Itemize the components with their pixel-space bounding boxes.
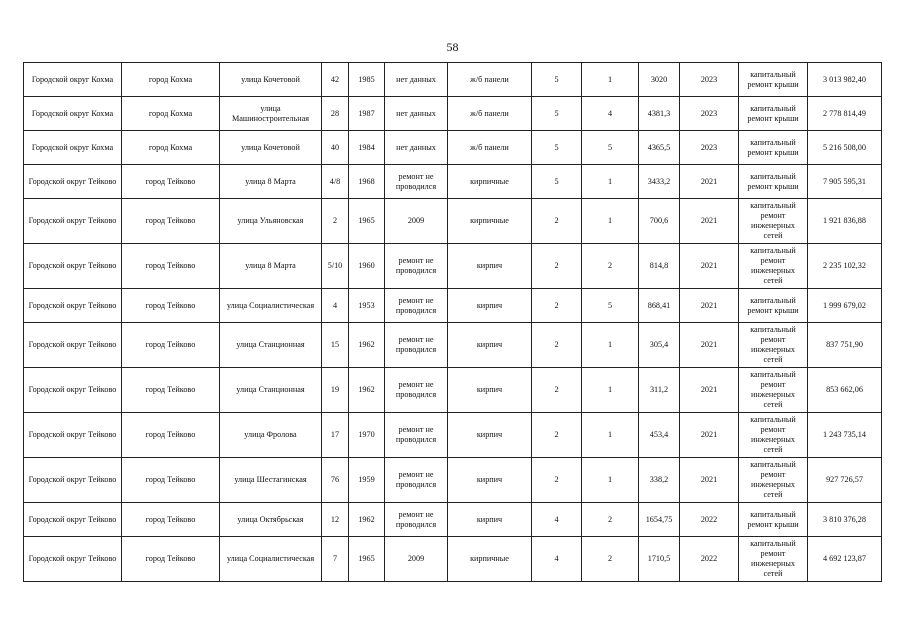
floors-cell: 5 bbox=[532, 97, 582, 131]
plan-year-cell: 2021 bbox=[680, 458, 739, 503]
entrances-cell: 1 bbox=[582, 413, 639, 458]
plan-year-cell: 2021 bbox=[680, 199, 739, 244]
build-year-cell: 1965 bbox=[349, 199, 385, 244]
city-cell: город Тейково bbox=[122, 165, 220, 199]
table-row bbox=[24, 63, 882, 97]
floors-cell: 5 bbox=[532, 165, 582, 199]
work-type-cell: капитальный ремонт крыши bbox=[739, 131, 808, 165]
entrances-cell: 4 bbox=[582, 97, 639, 131]
district-cell: Городской округ Тейково bbox=[24, 323, 122, 368]
work-type-cell: капитальный ремонт инженерных сетей bbox=[739, 368, 808, 413]
plan-year-cell: 2021 bbox=[680, 289, 739, 323]
last-repair-cell: ремонт не проводился bbox=[385, 413, 448, 458]
work-type-cell: капитальный ремонт крыши bbox=[739, 289, 808, 323]
table-row bbox=[24, 289, 882, 323]
wall-material-cell: кирпич bbox=[448, 413, 532, 458]
area-cell: 1654,75 bbox=[639, 503, 680, 537]
entrances-cell: 1 bbox=[582, 63, 639, 97]
city-cell: город Тейково bbox=[122, 289, 220, 323]
build-year-cell: 1960 bbox=[349, 244, 385, 289]
street-cell: улица Станционная bbox=[220, 368, 322, 413]
house-number-cell: 2 bbox=[322, 199, 349, 244]
table-row bbox=[24, 323, 882, 368]
build-year-cell: 1962 bbox=[349, 503, 385, 537]
cost-cell: 3 013 982,40 bbox=[808, 63, 882, 97]
floors-cell: 2 bbox=[532, 199, 582, 244]
entrances-cell: 5 bbox=[582, 131, 639, 165]
area-cell: 338,2 bbox=[639, 458, 680, 503]
floors-cell: 4 bbox=[532, 503, 582, 537]
district-cell: Городской округ Тейково bbox=[24, 244, 122, 289]
work-type-cell: капитальный ремонт инженерных сетей bbox=[739, 413, 808, 458]
house-number-cell: 19 bbox=[322, 368, 349, 413]
wall-material-cell: ж/б панели bbox=[448, 63, 532, 97]
build-year-cell: 1984 bbox=[349, 131, 385, 165]
area-cell: 700,6 bbox=[639, 199, 680, 244]
last-repair-cell: нет данных bbox=[385, 131, 448, 165]
area-cell: 4365,5 bbox=[639, 131, 680, 165]
city-cell: город Тейково bbox=[122, 413, 220, 458]
table-row bbox=[24, 199, 882, 244]
district-cell: Городской округ Тейково bbox=[24, 199, 122, 244]
street-cell: улица Шестагинская bbox=[220, 458, 322, 503]
district-cell: Городской округ Тейково bbox=[24, 458, 122, 503]
last-repair-cell: ремонт не проводился bbox=[385, 165, 448, 199]
entrances-cell: 2 bbox=[582, 503, 639, 537]
last-repair-cell: нет данных bbox=[385, 63, 448, 97]
work-type-cell: капитальный ремонт инженерных сетей bbox=[739, 458, 808, 503]
street-cell: улица 8 Марта bbox=[220, 244, 322, 289]
entrances-cell: 1 bbox=[582, 458, 639, 503]
table-row bbox=[24, 537, 882, 582]
house-number-cell: 28 bbox=[322, 97, 349, 131]
plan-year-cell: 2022 bbox=[680, 503, 739, 537]
floors-cell: 2 bbox=[532, 368, 582, 413]
district-cell: Городской округ Тейково bbox=[24, 537, 122, 582]
district-cell: Городской округ Тейково bbox=[24, 165, 122, 199]
house-number-cell: 15 bbox=[322, 323, 349, 368]
area-cell: 4381,3 bbox=[639, 97, 680, 131]
last-repair-cell: ремонт не проводился bbox=[385, 368, 448, 413]
last-repair-cell: 2009 bbox=[385, 537, 448, 582]
floors-cell: 2 bbox=[532, 323, 582, 368]
build-year-cell: 1968 bbox=[349, 165, 385, 199]
cost-cell: 3 810 376,28 bbox=[808, 503, 882, 537]
street-cell: улица Кочетовой bbox=[220, 131, 322, 165]
city-cell: город Тейково bbox=[122, 368, 220, 413]
table-row bbox=[24, 165, 882, 199]
last-repair-cell: ремонт не проводился bbox=[385, 323, 448, 368]
city-cell: город Кохма bbox=[122, 63, 220, 97]
wall-material-cell: кирпич bbox=[448, 323, 532, 368]
floors-cell: 2 bbox=[532, 458, 582, 503]
street-cell: улица Машиностроительная bbox=[220, 97, 322, 131]
floors-cell: 2 bbox=[532, 289, 582, 323]
street-cell: улица Фролова bbox=[220, 413, 322, 458]
entrances-cell: 2 bbox=[582, 537, 639, 582]
table-row bbox=[24, 97, 882, 131]
cost-cell: 1 999 679,02 bbox=[808, 289, 882, 323]
entrances-cell: 1 bbox=[582, 323, 639, 368]
house-number-cell: 4 bbox=[322, 289, 349, 323]
table-row bbox=[24, 413, 882, 458]
wall-material-cell: кирпичные bbox=[448, 199, 532, 244]
cost-cell: 837 751,90 bbox=[808, 323, 882, 368]
build-year-cell: 1985 bbox=[349, 63, 385, 97]
street-cell: улица Станционная bbox=[220, 323, 322, 368]
last-repair-cell: ремонт не проводился bbox=[385, 458, 448, 503]
floors-cell: 2 bbox=[532, 413, 582, 458]
wall-material-cell: кирпич bbox=[448, 244, 532, 289]
table-row bbox=[24, 503, 882, 537]
plan-year-cell: 2021 bbox=[680, 244, 739, 289]
build-year-cell: 1987 bbox=[349, 97, 385, 131]
house-number-cell: 42 bbox=[322, 63, 349, 97]
city-cell: город Тейково bbox=[122, 458, 220, 503]
area-cell: 453,4 bbox=[639, 413, 680, 458]
work-type-cell: капитальный ремонт крыши bbox=[739, 503, 808, 537]
cost-cell: 7 905 595,31 bbox=[808, 165, 882, 199]
city-cell: город Тейково bbox=[122, 244, 220, 289]
wall-material-cell: кирпичные bbox=[448, 537, 532, 582]
district-cell: Городской округ Тейково bbox=[24, 289, 122, 323]
street-cell: улица 8 Марта bbox=[220, 165, 322, 199]
floors-cell: 5 bbox=[532, 131, 582, 165]
wall-material-cell: ж/б панели bbox=[448, 131, 532, 165]
house-number-cell: 4/8 bbox=[322, 165, 349, 199]
district-cell: Городской округ Кохма bbox=[24, 97, 122, 131]
build-year-cell: 1962 bbox=[349, 368, 385, 413]
street-cell: улица Социалистическая bbox=[220, 537, 322, 582]
house-number-cell: 7 bbox=[322, 537, 349, 582]
city-cell: город Тейково bbox=[122, 199, 220, 244]
work-type-cell: капитальный ремонт крыши bbox=[739, 97, 808, 131]
work-type-cell: капитальный ремонт инженерных сетей bbox=[739, 323, 808, 368]
work-type-cell: капитальный ремонт крыши bbox=[739, 63, 808, 97]
table-row bbox=[24, 131, 882, 165]
plan-year-cell: 2023 bbox=[680, 131, 739, 165]
build-year-cell: 1953 bbox=[349, 289, 385, 323]
area-cell: 1710,5 bbox=[639, 537, 680, 582]
district-cell: Городской округ Кохма bbox=[24, 131, 122, 165]
entrances-cell: 2 bbox=[582, 244, 639, 289]
plan-year-cell: 2021 bbox=[680, 413, 739, 458]
city-cell: город Тейково bbox=[122, 537, 220, 582]
cost-cell: 853 662,06 bbox=[808, 368, 882, 413]
entrances-cell: 1 bbox=[582, 368, 639, 413]
city-cell: город Кохма bbox=[122, 97, 220, 131]
house-number-cell: 40 bbox=[322, 131, 349, 165]
city-cell: город Тейково bbox=[122, 503, 220, 537]
area-cell: 814,8 bbox=[639, 244, 680, 289]
cost-cell: 927 726,57 bbox=[808, 458, 882, 503]
wall-material-cell: кирпич bbox=[448, 503, 532, 537]
plan-year-cell: 2023 bbox=[680, 97, 739, 131]
wall-material-cell: кирпич bbox=[448, 368, 532, 413]
floors-cell: 5 bbox=[532, 63, 582, 97]
plan-year-cell: 2021 bbox=[680, 323, 739, 368]
entrances-cell: 1 bbox=[582, 165, 639, 199]
district-cell: Городской округ Тейково bbox=[24, 413, 122, 458]
plan-year-cell: 2021 bbox=[680, 368, 739, 413]
work-type-cell: капитальный ремонт инженерных сетей bbox=[739, 199, 808, 244]
cost-cell: 5 216 508,00 bbox=[808, 131, 882, 165]
wall-material-cell: кирпичные bbox=[448, 165, 532, 199]
plan-year-cell: 2023 bbox=[680, 63, 739, 97]
street-cell: улица Октябрьская bbox=[220, 503, 322, 537]
street-cell: улица Социалистическая bbox=[220, 289, 322, 323]
table-body bbox=[24, 63, 882, 582]
build-year-cell: 1970 bbox=[349, 413, 385, 458]
district-cell: Городской округ Кохма bbox=[24, 63, 122, 97]
table-row bbox=[24, 458, 882, 503]
city-cell: город Тейково bbox=[122, 323, 220, 368]
entrances-cell: 5 bbox=[582, 289, 639, 323]
house-number-cell: 12 bbox=[322, 503, 349, 537]
plan-year-cell: 2021 bbox=[680, 165, 739, 199]
cost-cell: 4 692 123,87 bbox=[808, 537, 882, 582]
plan-year-cell: 2022 bbox=[680, 537, 739, 582]
district-cell: Городской округ Тейково bbox=[24, 368, 122, 413]
work-type-cell: капитальный ремонт инженерных сетей bbox=[739, 537, 808, 582]
page-number: 58 bbox=[446, 40, 459, 54]
area-cell: 305,4 bbox=[639, 323, 680, 368]
area-cell: 3433,2 bbox=[639, 165, 680, 199]
house-number-cell: 5/10 bbox=[322, 244, 349, 289]
last-repair-cell: ремонт не проводился bbox=[385, 289, 448, 323]
last-repair-cell: нет данных bbox=[385, 97, 448, 131]
cost-cell: 2 778 814,49 bbox=[808, 97, 882, 131]
wall-material-cell: кирпич bbox=[448, 289, 532, 323]
wall-material-cell: кирпич bbox=[448, 458, 532, 503]
area-cell: 3020 bbox=[639, 63, 680, 97]
table-row bbox=[24, 244, 882, 289]
last-repair-cell: 2009 bbox=[385, 199, 448, 244]
city-cell: город Кохма bbox=[122, 131, 220, 165]
cost-cell: 1 921 836,88 bbox=[808, 199, 882, 244]
work-type-cell: капитальный ремонт инженерных сетей bbox=[739, 244, 808, 289]
last-repair-cell: ремонт не проводился bbox=[385, 503, 448, 537]
house-number-cell: 76 bbox=[322, 458, 349, 503]
area-cell: 868,41 bbox=[639, 289, 680, 323]
entrances-cell: 1 bbox=[582, 199, 639, 244]
build-year-cell: 1962 bbox=[349, 323, 385, 368]
build-year-cell: 1959 bbox=[349, 458, 385, 503]
district-cell: Городской округ Тейково bbox=[24, 503, 122, 537]
cost-cell: 2 235 102,32 bbox=[808, 244, 882, 289]
housing-repair-table bbox=[23, 62, 882, 582]
area-cell: 311,2 bbox=[639, 368, 680, 413]
wall-material-cell: ж/б панели bbox=[448, 97, 532, 131]
cost-cell: 1 243 735,14 bbox=[808, 413, 882, 458]
street-cell: улица Кочетовой bbox=[220, 63, 322, 97]
last-repair-cell: ремонт не проводился bbox=[385, 244, 448, 289]
work-type-cell: капитальный ремонт крыши bbox=[739, 165, 808, 199]
floors-cell: 2 bbox=[532, 244, 582, 289]
street-cell: улица Ульяновская bbox=[220, 199, 322, 244]
house-number-cell: 17 bbox=[322, 413, 349, 458]
build-year-cell: 1965 bbox=[349, 537, 385, 582]
table-row bbox=[24, 368, 882, 413]
floors-cell: 4 bbox=[532, 537, 582, 582]
